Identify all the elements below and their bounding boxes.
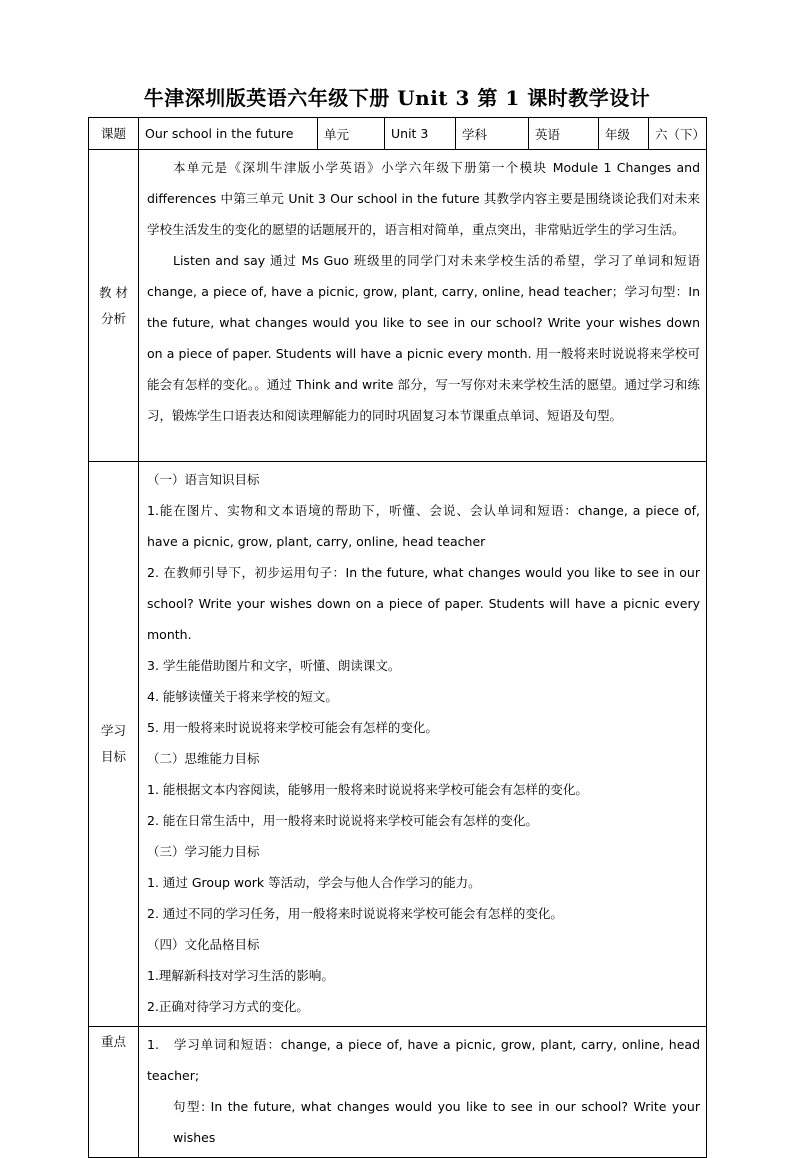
key-points-row — [89, 1027, 707, 1158]
analysis-label — [89, 150, 139, 462]
objectives-content — [139, 462, 707, 1027]
unit-label: 单元 — [318, 118, 385, 150]
objective-line: 2. 能在日常生活中，用一般将来时说说将来学校可能会有怎样的变化。 — [147, 813, 538, 828]
key-point-number: 1. — [147, 1037, 159, 1052]
objective-line: 2.正确对待学习方式的变化。 — [147, 999, 309, 1014]
objective-line: 3. 学生能借助图片和文字，听懂、朗读课文。 — [147, 658, 401, 673]
objective-line: 1. 能根据文本内容阅读，能够用一般将来时说说将来学校可能会有怎样的变化。 — [147, 782, 588, 797]
objectives-label — [89, 462, 139, 1027]
objective-line: 1.理解新科技对学习生活的影响。 — [147, 968, 334, 983]
objectives-label-line2: 目标 — [100, 749, 126, 764]
objective-line: 2. 通过不同的学习任务，用一般将来时说说将来学校可能会有怎样的变化。 — [147, 906, 563, 921]
analysis-label-line1: 教 材 — [99, 284, 128, 300]
analysis-paragraph-2: Listen and say 通过 Ms Guo 班级里的同学门对未来学校生活的希望，学习了单词和短语 change, a piece of, have a picnic, grow, plant, carry, online, head teacher；学习句型：In the future, what changes would you like to see in our school? Write your wishes down on a piece of paper. Students will have a picnic every month. 用一般将来时说说将来学校可能会有怎样的变化。。通过 Think and write 部分，写一写你对未来学校生活的愿望。通过学习和练习，锻炼学生口语表达和阅读理解能力的同时巩固复习本节课重点单词、短语及句型。 — [147, 253, 700, 423]
objective-line: （四）文化品格目标 — [147, 937, 260, 952]
unit-value: Unit 3 — [385, 118, 456, 150]
key-points-label: 重点 — [89, 1027, 139, 1158]
grade-value: 六（下） — [649, 118, 707, 150]
key-point-text: 学习单词和短语：change, a piece of, have a picnic, grow, plant, carry, online, head teacher; — [147, 1037, 700, 1083]
analysis-row — [89, 150, 707, 462]
lesson-plan-table — [88, 117, 707, 1158]
objective-line: （二）思维能力目标 — [147, 751, 260, 766]
objective-line: 1.能在图片、实物和文本语境的帮助下，听懂、会说、会认单词和短语：change, a piece of, have a picnic, grow, plant, carry, online, head teacher — [147, 503, 700, 549]
objectives-label-line1: 学习 — [100, 723, 126, 738]
topic-label: 课题 — [89, 118, 139, 150]
subject-value: 英语 — [529, 118, 599, 150]
objectives-row — [89, 462, 707, 1027]
grade-label: 年级 — [599, 118, 649, 150]
objective-line: 2. 在教师引导下，初步运用句子：In the future, what changes would you like to see in our school? Write your wishes down on a piece of paper. Students will have a picnic every month. — [147, 565, 700, 642]
key-points-content — [139, 1027, 707, 1158]
key-point-item-1 — [147, 1029, 700, 1091]
analysis-paragraph-1: 本单元是《深圳牛津版小学英语》小学六年级下册第一个模块 Module 1 Changes and differences 中第三单元 Unit 3 Our school in the future 其教学内容主要是围绕谈论我们对未来学校生活发生的变化的愿望的话题展开的，语言相对简单，重点突出，非常贴近学生的学习生活。 — [147, 160, 700, 237]
header-row — [89, 118, 707, 150]
analysis-label-line2: 分析 — [100, 310, 126, 326]
topic-value: Our school in the future — [139, 118, 318, 150]
document-title: 牛津深圳版英语六年级下册 Unit 3 第 1 课时教学设计 — [143, 86, 651, 110]
objective-line: （三）学习能力目标 — [147, 844, 260, 859]
objective-line: （一）语言知识目标 — [147, 472, 260, 487]
key-point-continuation: 句型: In the future, what changes would you like to see in our school? Write your wishes — [173, 1099, 700, 1145]
objective-line: 4. 能够读懂关于将来学校的短文。 — [147, 689, 338, 704]
analysis-content — [139, 150, 707, 462]
subject-label: 学科 — [456, 118, 529, 150]
objective-line: 1. 通过 Group work 等活动，学会与他人合作学习的能力。 — [147, 875, 481, 890]
objective-line: 5. 用一般将来时说说将来学校可能会有怎样的变化。 — [147, 720, 438, 735]
